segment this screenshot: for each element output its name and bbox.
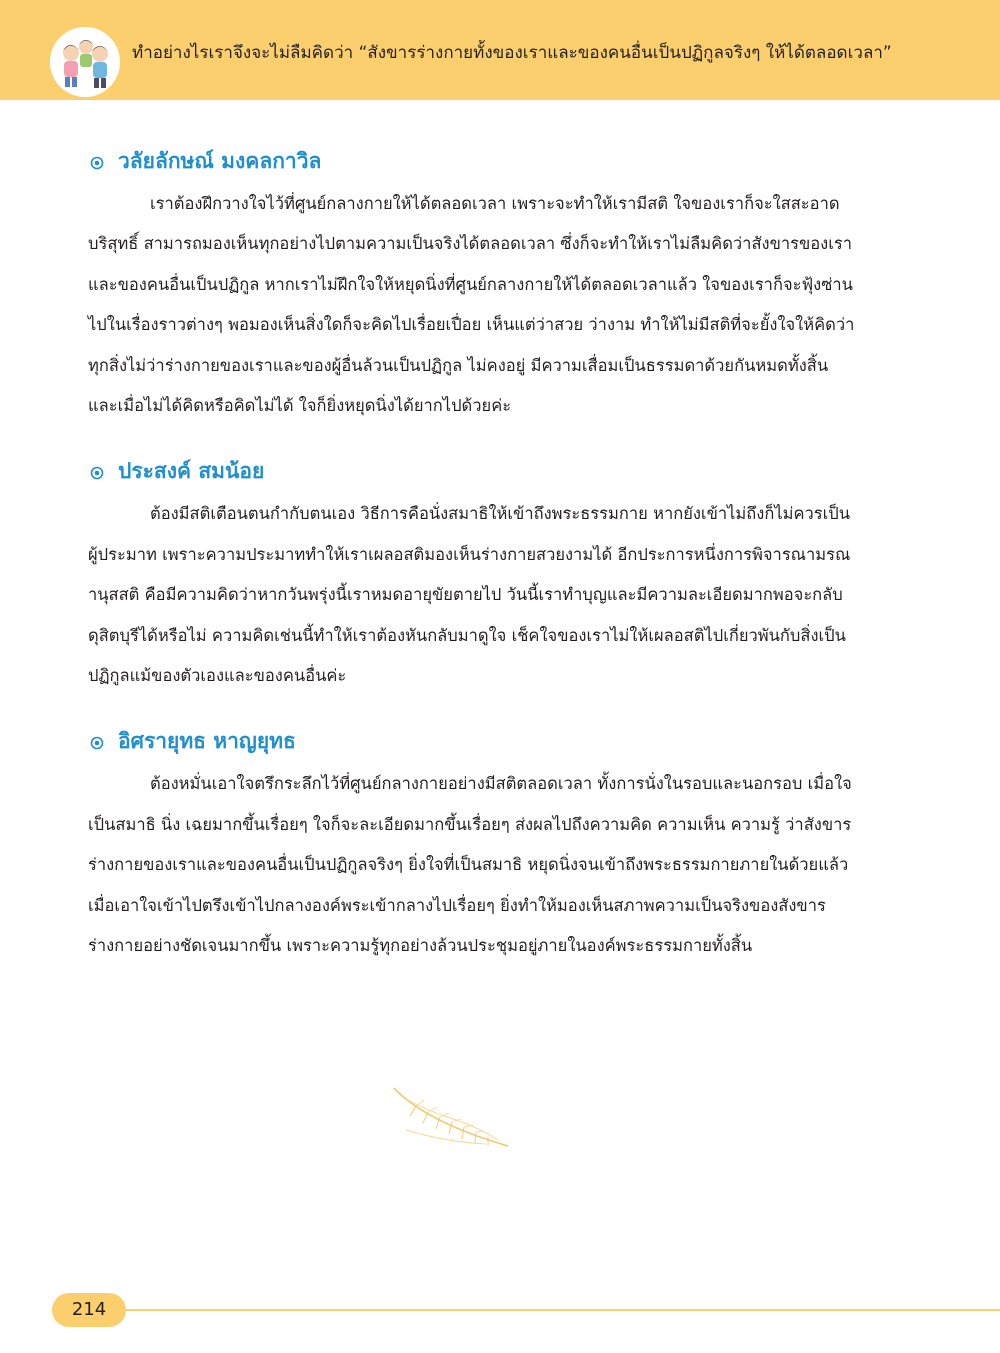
- page-number: 214: [52, 1293, 126, 1327]
- double-circle-bullet-icon: [88, 726, 118, 756]
- respondent-name: อิศรายุทธ หาญยุทธ: [118, 728, 296, 753]
- answer-section: [88, 448, 858, 696]
- footer-rule: [126, 1309, 1000, 1311]
- feather-ornament-icon: [386, 1082, 516, 1152]
- section-heading: [88, 718, 858, 764]
- answer-section: [88, 138, 858, 426]
- children-avatar-icon: [50, 27, 120, 97]
- answers-content: [88, 138, 858, 989]
- header-band: [0, 0, 1000, 100]
- respondent-name: วลัยลักษณ์ มงคลกาวิล: [118, 148, 322, 173]
- children-illustration-icon: [50, 27, 120, 97]
- chapter-question-title: ทำอย่างไรเราจึงจะไม่ลืมคิดว่า “สังขารร่างกายทั้งของเราและของคนอื่นเป็นปฏิกูลจริงๆ ให้ได้ตลอดเวลา”: [132, 43, 892, 63]
- answer-section: [88, 718, 858, 966]
- answer-paragraph: ต้องมีสติเตือนตนกำกับตนเอง วิธีการคือนั่งสมาธิให้เข้าถึงพระธรรมกาย หากยังเข้าไม่ถึงก็ไม่ควรเป็นผู้ประมาท เพราะความประมาททำให้เราเผลอสติมองเห็นร่างกายสวยงามได้ อีกประการหนึ่งการพิจารณามรณานุสสติ คือมีความคิดว่าหากวันพรุ่งนี้เราหมดอายุขัยตายไป วันนี้เราทำบุญและมีความละเอียดมากพอจะกลับดุสิตบุรีได้หรือไม่ ความคิดเช่นนี้ทำให้เราต้องหันกลับมาดูใจ เช็คใจของเราไม่ให้เผลอสติไปเกี่ยวพันกับสิ่งเป็นปฏิกูลแม้ของตัวเองและของคนอื่นค่ะ: [88, 504, 851, 686]
- double-circle-bullet-icon: [88, 456, 118, 486]
- section-heading: [88, 448, 858, 494]
- respondent-name: ประสงค์ สมน้อย: [118, 458, 265, 483]
- answer-paragraph: ต้องหมั่นเอาใจตรึกระลึกไว้ที่ศูนย์กลางกายอย่างมีสติตลอดเวลา ทั้งการนั่งในรอบและนอกรอบ เมื่อใจเป็นสมาธิ นิ่ง เฉยมากขึ้นเรื่อยๆ ใจก็จะละเอียดมากขึ้นเรื่อยๆ ส่งผลไปถึงความคิด ความเห็น ความรู้ ว่าสังขารร่างกายของเราและของคนอื่นเป็นปฏิกูลจริงๆ ยิ่งใจที่เป็นสมาธิ หยุดนิ่งจนเข้าถึงพระธรรมกายภายในด้วยแล้ว เมื่อเอาใจเข้าไปตรึงเข้าไปกลางองค์พระเข้ากลางไปเรื่อยๆ ยิ่งทำให้มองเห็นสภาพความเป็นจริงของสังขารร่างกายอย่างชัดเจนมากขึ้น เพราะความรู้ทุกอย่างล้วนประชุมอยู่ภายในองค์พระธรรมกายทั้งสิ้น: [88, 774, 852, 956]
- double-circle-bullet-icon: [88, 146, 118, 176]
- section-heading: [88, 138, 858, 184]
- answer-paragraph: เราต้องฝึกวางใจไว้ที่ศูนย์กลางกายให้ได้ตลอดเวลา เพราะจะทำให้เรามีสติ ใจของเราก็จะใสสะอาดบริสุทธิ์ สามารถมองเห็นทุกอย่างไปตามความเป็นจริงได้ตลอดเวลา ซึ่งก็จะทำให้เราไม่ลืมคิดว่าสังขารของเราและของคนอื่นเป็นปฏิกูล หากเราไม่ฝึกใจให้หยุดนิ่งที่ศูนย์กลางกายให้ได้ตลอดเวลาแล้ว ใจของเราก็จะฟุ้งซ่านไปในเรื่องราวต่างๆ พอมองเห็นสิ่งใดก็จะคิดไปเรื่อยเปื่อย เห็นแต่ว่าสวย ว่างาม ทำให้ไม่มีสติที่จะยั้งใจให้คิดว่าทุกสิ่งไม่ว่าร่างกายของเราและของผู้อื่นล้วนเป็นปฏิกูล ไม่คงอยู่ มีความเสื่อมเป็นธรรมดาด้วยกันหมดทั้งสิ้น และเมื่อไม่ได้คิดหรือคิดไม่ได้ ใจก็ยิ่งหยุดนิ่งได้ยากไปด้วยค่ะ: [88, 194, 855, 416]
